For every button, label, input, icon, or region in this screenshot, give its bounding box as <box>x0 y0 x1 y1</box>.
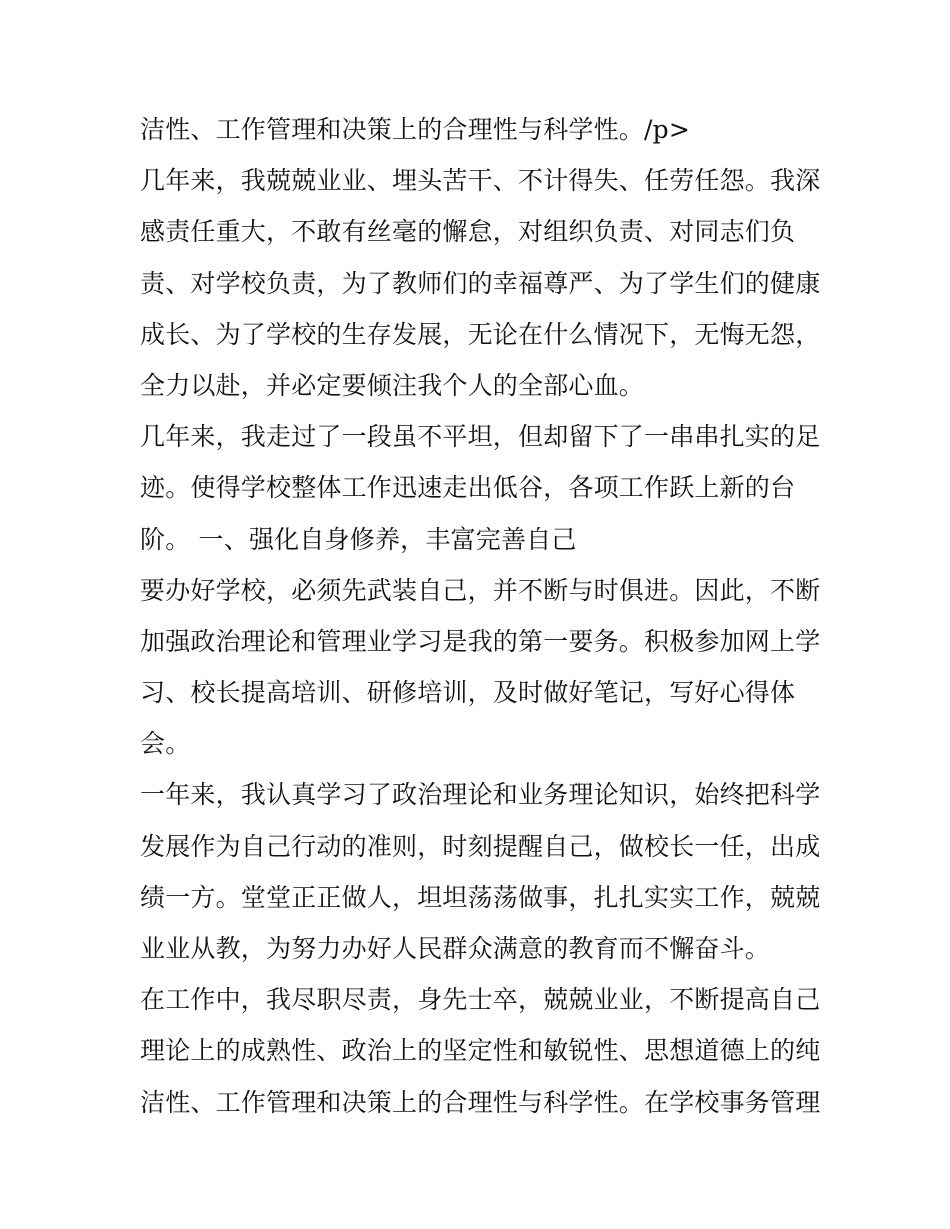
text-line-1: 洁性、工作管理和决策上的合理性与科学性。/p> <box>140 115 690 144</box>
text-line-12: 习、校长提高培训、研修培训，及时做好笔记，写好心得体 <box>140 678 796 708</box>
text-line-7: 几年来，我走过了一段虽不平坦，但却留下了一串串扎实的足 <box>140 422 821 452</box>
text-line-16: 绩一方。堂堂正正做人，坦坦荡荡做事，扎扎实实工作，兢兢 <box>140 882 821 912</box>
text-line-14: 一年来，我认真学习了政治理论和业务理论知识，始终把科学 <box>140 780 821 810</box>
text-line-3: 感责任重大，不敢有丝毫的懈怠，对组织负责、对同志们负 <box>140 217 796 247</box>
text-line-17: 业业从教，为努力办好人民群众满意的教育而不懈奋斗。 <box>140 934 771 963</box>
text-line-11: 加强政治理论和管理业学习是我的第一要务。积极参加网上学 <box>140 626 821 656</box>
text-line-18: 在工作中，我尽职尽责，身先士卒，兢兢业业，不断提高自己 <box>140 985 821 1015</box>
text-line-9: 阶。 一、强化自身修养，丰富完善自己 <box>140 524 577 554</box>
text-line-20: 洁性、工作管理和决策上的合理性与科学性。在学校事务管理 <box>140 1087 821 1117</box>
text-line-6: 全力以赴，并必定要倾注我个人的全部心血。 <box>140 370 645 400</box>
text-line-13: 会。 <box>140 729 191 759</box>
text-line-19: 理论上的成熟性、政治上的坚定性和敏锐性、思想道德上的纯 <box>140 1036 821 1066</box>
document-body <box>140 104 820 1128</box>
text-line-10: 要办好学校，必须先武装自己，并不断与时俱进。因此，不断 <box>140 575 821 605</box>
text-line-2: 几年来，我兢兢业业、埋头苦干、不计得失、任劳任怨。我深 <box>140 166 821 196</box>
text-line-15: 发展作为自己行动的准则，时刻提醒自己，做校长一任，出成 <box>140 831 821 861</box>
text-line-4: 责、对学校负责，为了教师们的幸福尊严、为了学生们的健康 <box>140 268 821 298</box>
text-line-8: 迹。使得学校整体工作迅速走出低谷，各项工作跃上新的台 <box>140 473 796 503</box>
text-line-5: 成长、为了学校的生存发展，无论在什么情况下，无悔无怨， <box>140 319 821 349</box>
